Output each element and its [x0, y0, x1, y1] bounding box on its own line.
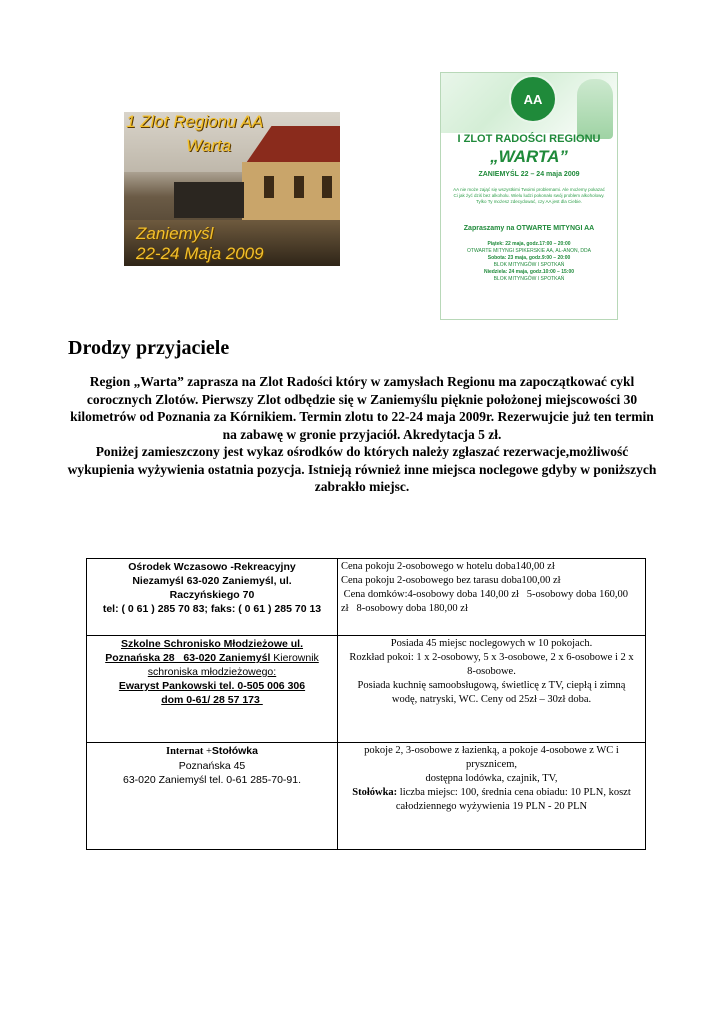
aa-logo-icon — [509, 75, 557, 123]
schedule-line: Sobota: 23 maja, godz.9:00 – 20:00 — [487, 255, 571, 261]
venue-canteen-label: Stołówka: — [352, 787, 398, 798]
intro-line: Poniżej zamieszczony jest wykaz ośrodków do których należy zgłaszać rezerwacje,możliwość — [95, 444, 629, 459]
venue-name-part: Internat — [166, 746, 204, 757]
venue-phone: dom 0-61/ 28 57 173 — [161, 694, 263, 706]
venue-detail-line: Cena domków:4-osobowy doba 140,00 zł 5-osobowy doba 160,00 — [341, 589, 628, 600]
page-heading: Drodzy przyjaciele — [68, 337, 230, 359]
venue-detail-line: Posiada 45 miejsc noclegowych w 10 pokojach. — [390, 638, 593, 649]
venue-detail-line: Cena pokoju 2-osobowego bez tarasu doba100,00 zł — [341, 575, 561, 586]
venue-name-line: Niezamyśl 63-020 Zaniemyśl, ul. — [132, 575, 292, 587]
poster-invite: Zapraszamy na OTWARTE MITYNGI AA — [463, 225, 595, 232]
intro-paragraph — [62, 373, 662, 496]
intro-line: corocznych Zlotów. Pierwszy Zlot odbędzie się w Zaniemyślu pięknie położonej miejscowości 30 — [86, 391, 638, 407]
venue-detail-line: pokoje 2, 3-osobowe z łazienką, a pokoje 4-osobowe z WC i — [364, 745, 619, 756]
poster-portrait — [577, 79, 613, 139]
poster-name: „WARTA” — [490, 147, 568, 166]
venue-address: Poznańska 28 63-020 Zaniemyśl — [105, 652, 271, 664]
photo-caption: 1 Zlot Regionu AA — [126, 112, 264, 131]
logo-text: AA — [523, 91, 543, 107]
intro-line: wykupienia wyżywienia ostatnia pozycja. Istnieją również inne miejsca noclegowe gdyby w poniższych — [67, 461, 657, 477]
schedule-line: BLOK MITYNGÓW I SPOTKAŃ — [493, 262, 565, 268]
venue-name-line: Szkolne Schronisko Młodzieżowe ul. — [120, 638, 304, 650]
venue-name-line: Raczyńskiego 70 — [169, 589, 255, 601]
venue-detail-line — [341, 786, 642, 800]
venue-name-part: + — [203, 746, 212, 757]
venue-phone: Ewaryst Pankowski tel. 0-505 006 306 — [118, 680, 306, 692]
venue-details-cell — [338, 743, 646, 850]
venue-name-line — [90, 744, 334, 759]
venue-detail-line: zł 8-osobowy doba 180,00 zł — [341, 603, 468, 614]
venue-name-cell — [87, 636, 338, 743]
venue-phone: 63-020 Zaniemyśl tel. 0-61 285-70-91. — [122, 774, 302, 786]
venue-detail-line: całodziennego wyżywienia 19 PLN - 20 PLN — [395, 801, 588, 812]
venue-phone: tel: ( 0 61 ) 285 70 83; faks: ( 0 61 ) 285 70 13 — [102, 603, 322, 615]
venue-detail-line: prysznicem, — [465, 759, 518, 770]
venue-name-part: Stołówka — [211, 745, 258, 757]
photo-window — [264, 176, 274, 198]
intro-line: Region „Warta” zaprasza na Zlot Radości który w zamysłach Regionu ma zapoczątkować cykl — [89, 374, 635, 389]
venue-detail-line: Posiada kuchnię samoobsługową, świetlicę z TV, ciepłą i zimną — [357, 680, 626, 691]
schedule-line: BLOK MITYNGÓW I SPOTKAŃ — [493, 276, 565, 282]
poster-schedule — [449, 241, 609, 283]
venue-name-line: Poznańska 45 — [178, 760, 246, 772]
venue-detail-line: Cena pokoju 2-osobowego w hotelu doba140,00 zł — [341, 561, 555, 572]
intro-line: zabrakło miejsc. — [314, 479, 410, 494]
intro-line: na zabawę w gronie przyjaciół. Akredytacja 5 zł. — [222, 426, 502, 442]
schedule-line: Piątek: 22 maja, godz.17:00 – 20:00 — [487, 241, 571, 247]
venue-details-cell — [338, 636, 646, 743]
photo-window — [294, 176, 304, 198]
venue-detail-line: wodę, natryski, WC. Ceny od 25zł – 30zł doba. — [391, 694, 592, 705]
photo-caption: 22-24 Maja 2009 — [136, 244, 264, 263]
venue-details-cell — [338, 559, 646, 636]
table-row — [87, 559, 646, 636]
venue-name-cell — [87, 559, 338, 636]
table-row — [87, 636, 646, 743]
event-poster — [440, 72, 618, 320]
venue-detail-line: dostępna lodówka, czajnik, TV, — [425, 773, 558, 784]
photo-window — [322, 176, 332, 198]
photo-caption: Zaniemyśl — [136, 224, 214, 243]
photo-caption: Warta — [186, 136, 232, 155]
zlot-photo — [124, 112, 340, 266]
poster-small-text: AA nie może zająć się wszystkimi Twoimi problemami. Ale możemy pokazać Ci jak żyć dziś bez alkoholu. Wielu ludzi pokonało swój problem alkoholowy. Tylko Ty możesz zdecydować, czy AA jest dla Ciebie. — [453, 187, 605, 204]
table-row — [87, 743, 646, 850]
poster-title: I ZLOT RADOŚCI REGIONU — [457, 133, 601, 145]
venue-manager-label: Kierownik — [270, 652, 319, 664]
schedule-line: OTWARTE MITYNGI SPIKERSKIE AA, AL-ANON, DDA — [467, 248, 591, 254]
venue-name-line: schroniska młodzieżowego: — [147, 666, 277, 678]
venue-canteen-info: liczba miejsc: 100, średnia cena obiadu: 10 PLN, koszt — [397, 787, 631, 798]
venues-table — [86, 558, 646, 850]
schedule-line: Niedziela: 24 maja, godz.10:00 – 15:00 — [483, 269, 575, 275]
venue-detail-line: Rozkład pokoi: 1 x 2-osobowy, 5 x 3-osobowe, 2 x 6-osobowe i 2 x — [349, 652, 634, 663]
poster-date: ZANIEMYŚL 22 – 24 maja 2009 — [478, 171, 580, 178]
intro-line: kilometrów od Poznania za Kórnikiem. Termin zlotu to 22-24 maja 2009r. Rezerwujcie już ten termin — [70, 409, 654, 424]
photo-train — [174, 182, 244, 218]
venue-name-line — [90, 651, 334, 665]
venue-name-cell — [87, 743, 338, 850]
venue-name-line: Ośrodek Wczasowo -Rekreacyjny — [128, 561, 296, 573]
venue-detail-line: 8-osobowe. — [467, 666, 516, 677]
